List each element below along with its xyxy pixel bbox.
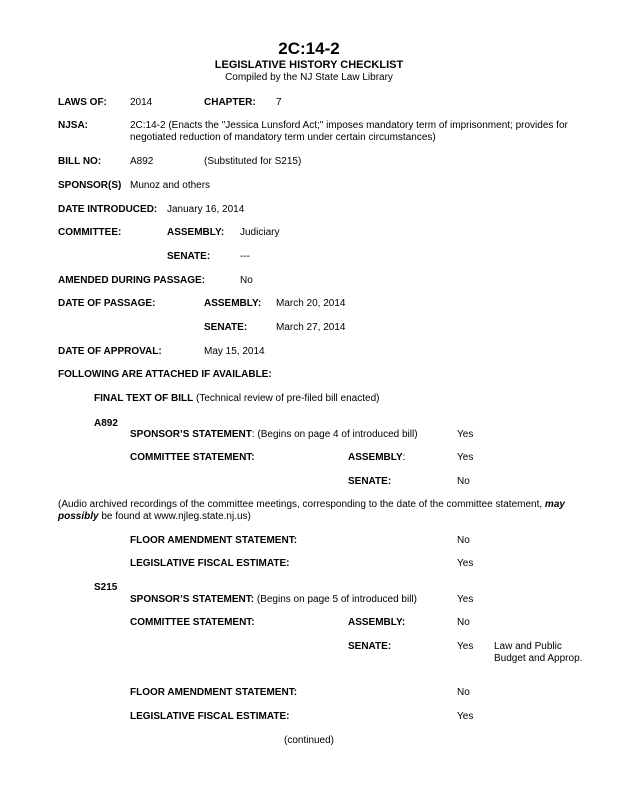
committee-senate-label: SENATE: — [167, 251, 211, 262]
chapter-label: CHAPTER: — [204, 97, 256, 108]
a892-assembly-label: ASSEMBLY — [348, 452, 403, 463]
s215-senate-committee-line1: Law and Public — [494, 641, 562, 652]
amended-label: AMENDED DURING PASSAGE: — [58, 275, 206, 286]
laws-of-label: LAWS OF: — [58, 97, 107, 108]
passage-senate-value: March 27, 2014 — [276, 322, 346, 333]
s215-assembly-label: ASSEMBLY: — [348, 617, 406, 628]
attached-heading: FOLLOWING ARE ATTACHED IF AVAILABLE: — [58, 369, 272, 380]
committee-senate-value: --- — [240, 251, 250, 262]
njsa-value: 2C:14-2 (Enacts the "Jessica Lunsford Act;" imposes mandatory term of imprisonment; provides for negotiated reduction of mandatory term under certain circumstances) — [130, 120, 568, 143]
laws-of-value: 2014 — [130, 97, 153, 108]
sponsors-label: SPONSOR(S) — [58, 180, 122, 191]
date-introduced-label: DATE INTRODUCED: — [58, 204, 158, 215]
page-title: LEGISLATIVE HISTORY CHECKLIST — [214, 59, 404, 71]
amended-value: No — [240, 275, 253, 286]
a892-floor-label: FLOOR AMENDMENT STATEMENT: — [130, 535, 298, 546]
s215-senate-value: Yes — [457, 641, 474, 652]
njsa-label: NJSA: — [58, 120, 89, 131]
approval-value: May 15, 2014 — [204, 346, 265, 357]
passage-senate-label: SENATE: — [204, 322, 248, 333]
a892-fiscal-value: Yes — [457, 558, 474, 569]
final-text-label: FINAL TEXT OF BILL — [94, 393, 194, 404]
s215-fiscal-label: LEGISLATIVE FISCAL ESTIMATE: — [130, 711, 290, 722]
committee-assembly-label: ASSEMBLY: — [167, 227, 225, 238]
a892-assembly-colon: : — [402, 452, 406, 463]
committee-label: COMMITTEE: — [58, 227, 122, 238]
a892-committee-label: COMMITTEE STATEMENT: — [130, 452, 255, 463]
page-citation: 2C:14-2 — [278, 39, 340, 58]
s215-bill-label: S215 — [94, 582, 118, 593]
committee-assembly-value: Judiciary — [240, 227, 280, 238]
audio-note — [58, 499, 603, 523]
s215-sponsor-label: SPONSOR’S STATEMENT: — [130, 594, 255, 605]
bill-no-label: BILL NO: — [58, 156, 102, 167]
bill-no-note: (Substituted for S215) — [204, 156, 302, 167]
a892-fiscal-label: LEGISLATIVE FISCAL ESTIMATE: — [130, 558, 290, 569]
s215-committee-label: COMMITTEE STATEMENT: — [130, 617, 255, 628]
s215-sponsor-line — [130, 594, 417, 606]
a892-assembly-value: Yes — [457, 452, 474, 463]
audio-note-emph: may possibly — [58, 499, 565, 522]
s215-assembly-value: No — [457, 617, 470, 628]
a892-senate-value: No — [457, 476, 470, 487]
s215-floor-value: No — [457, 687, 470, 698]
a892-sponsor-value: Yes — [457, 429, 474, 440]
audio-note-before: (Audio archived recordings of the committee meetings, corresponding to the date of the committee statement, — [58, 499, 545, 510]
date-introduced-value: January 16, 2014 — [167, 204, 245, 215]
passage-assembly-label: ASSEMBLY: — [204, 298, 262, 309]
s215-fiscal-value: Yes — [457, 711, 474, 722]
audio-note-after: be found at www.njleg.state.nj.us) — [98, 511, 251, 522]
a892-sponsor-line — [130, 429, 418, 441]
s215-senate-committee-line2: Budget and Approp. — [494, 653, 583, 664]
final-text-line — [94, 393, 379, 405]
a892-sponsor-note: : (Begins on page 4 of introduced bill) — [251, 429, 418, 440]
a892-sponsor-label: SPONSOR’S STATEMENT — [130, 429, 252, 440]
passage-assembly-value: March 20, 2014 — [276, 298, 346, 309]
a892-senate-label: SENATE: — [348, 476, 392, 487]
passage-label: DATE OF PASSAGE: — [58, 298, 156, 309]
bill-no-value: A892 — [130, 156, 154, 167]
continued-note: (continued) — [283, 735, 335, 746]
compiled-by: Compiled by the NJ State Law Library — [225, 72, 393, 83]
a892-bill-label: A892 — [94, 418, 118, 429]
s215-senate-label: SENATE: — [348, 641, 392, 652]
a892-assembly-line — [348, 452, 405, 464]
final-text-note: (Technical review of pre-filed bill enacted) — [193, 393, 380, 404]
a892-floor-value: No — [457, 535, 470, 546]
chapter-value: 7 — [276, 97, 282, 108]
s215-sponsor-note: (Begins on page 5 of introduced bill) — [254, 594, 417, 605]
s215-floor-label: FLOOR AMENDMENT STATEMENT: — [130, 687, 298, 698]
approval-label: DATE OF APPROVAL: — [58, 346, 162, 357]
sponsors-value: Munoz and others — [130, 180, 211, 191]
s215-sponsor-value: Yes — [457, 594, 474, 605]
